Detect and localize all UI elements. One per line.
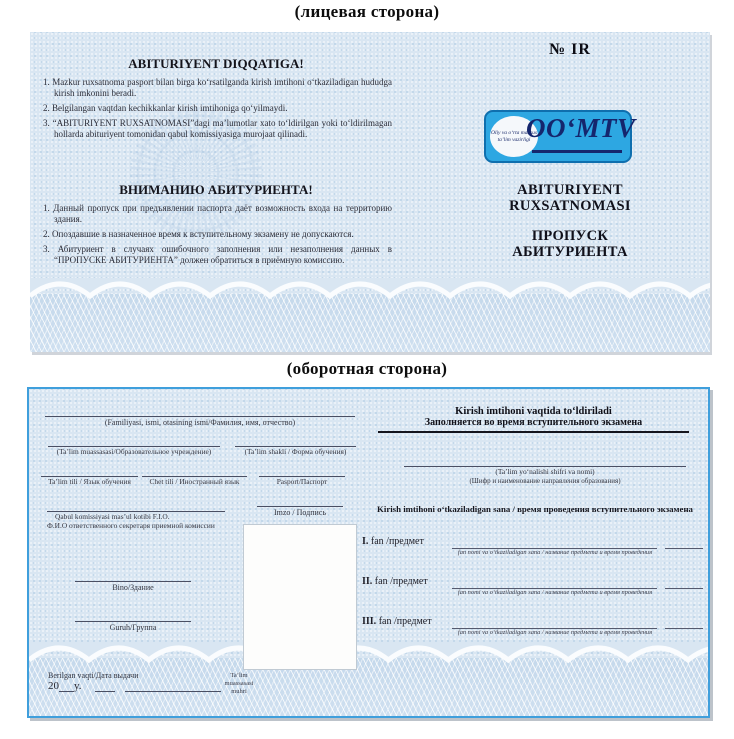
fill-header-uz: Kirish imtihoni vaqtida to‘ldiriladi: [455, 406, 612, 417]
group-line: [75, 621, 191, 622]
pass-title-uz: ABITURIYENT RUXSATNOMASI: [509, 182, 631, 214]
subject-2-caption: fan nomi va o‘tkaziladigan sana / название предмета и время проведения: [457, 589, 653, 596]
building-caption: Bino/Здание: [112, 583, 154, 592]
secretary-caption-ru: Ф.И.О ответственного секретаря приемной комиссии: [47, 520, 215, 530]
issued-year-line: [59, 681, 74, 692]
subject-3-time-line: [665, 628, 703, 629]
ministry-abbr: OO‘MTV: [526, 113, 636, 143]
issued-year-suffix: y.: [74, 680, 82, 692]
group-caption: Guruh/Группа: [109, 623, 157, 632]
issued-short-line: [95, 681, 115, 692]
foreign-lang-caption: Chet tili / Иностранный язык: [149, 477, 240, 486]
notice-ru-1: 1. Данный пропуск при предъявлении паспорта даёт возможность входа на территорию здания.: [43, 202, 392, 224]
group-field: [75, 621, 191, 632]
fio-line: [45, 416, 355, 417]
institution-caption: (Ta’lim muassasasi/Образовательное учреждение): [56, 447, 212, 456]
subject-1-caption: fan nomi va o‘tkaziladigan sana / название предмета и время проведения: [457, 549, 653, 556]
front-side-title: (лицевая сторона): [294, 2, 440, 21]
subject-1-time-line: [665, 548, 703, 549]
pass-front-card: [30, 32, 710, 352]
secretary-caption-uz: Qabul komissiyasi mas’ul kotibi F.I.O.: [55, 512, 170, 521]
direction-field: [404, 466, 686, 485]
subject-2-time-line: [665, 588, 703, 589]
fill-header-ru: Заполняется во время вступительного экзамена: [424, 417, 643, 428]
edu-lang-field: [41, 476, 138, 487]
passport-caption: Pasport/Паспорт: [276, 477, 328, 486]
seal-caption-line1: Ta’lim: [230, 672, 248, 679]
ministry-logo: [484, 110, 636, 163]
notice-ru-2: 2. Опоздавшие в назначенное время к вступительному экзамену не допускаются.: [43, 228, 354, 239]
pass-number: № IR: [549, 41, 591, 58]
ministry-logo-ellipse: Oliy va o‘rta maxsus ta’lim vazirligi: [490, 116, 538, 157]
subject-1-text: fan /предмет: [368, 536, 424, 547]
subject-1-num: I.: [362, 536, 369, 547]
attention-uz-heading: ABITURIYENT DIQQATIGA!: [128, 56, 304, 71]
subject-row-1: [362, 536, 707, 566]
notice-uz-3: 3. “ABITURIYENT RUXSATNOMASI”dagi ma’lumotlar xato to‘ldirilgan yoki to‘ldirilmagan hollarda abituriyent tomonidan qabul komissiyasiga murojaat qilinadi.: [43, 117, 392, 139]
signature-caption: Imzo / Подпись: [273, 508, 327, 517]
pass-title-ru: ПРОПУСК АБИТУРИЕНТА: [512, 228, 628, 260]
guilloche-wave-edge: [30, 278, 710, 308]
passport-field: [259, 476, 345, 487]
institution-field: [48, 446, 220, 457]
issued-date-field: [48, 671, 221, 692]
edu-form-field: [235, 446, 356, 457]
edu-lang-caption: Ta’lim tili / Язык обучения: [48, 477, 131, 486]
seal-caption-line3: muhri: [231, 687, 247, 695]
edu-form-caption: (Ta’lim shakli / Форма обучения): [244, 447, 347, 456]
photo-signature-box: [243, 524, 357, 670]
direction-caption-uz: (Ta’lim yo‘nalishi shifri va nomi): [495, 467, 595, 476]
attention-ru-heading: ВНИМАНИЮ АБИТУРИЕНТА!: [119, 181, 313, 197]
subject-row-2: [362, 576, 707, 606]
subject-3-caption: fan nomi va o‘tkaziladigan sana / название предмета и время проведения: [457, 629, 653, 636]
subject-row-3: [362, 616, 707, 646]
fill-header: [378, 406, 689, 433]
subject-3-num: III.: [362, 616, 377, 627]
issued-caption: Berilgan vaqti/Дата выдачи: [48, 671, 139, 680]
foreign-lang-field: [142, 476, 247, 487]
notice-uz-2: 2. Belgilangan vaqtdan kechikkanlar kirish imtihoniga qo‘yilmaydi.: [43, 102, 288, 113]
back-side-title: (оборотная сторона): [286, 359, 448, 378]
exam-date-header: Kirish imtihoni o‘tkaziladigan sana / время проведения вступительного экзамена: [377, 504, 693, 514]
issued-row: [48, 680, 221, 692]
guilloche-wave-edge-back: [29, 642, 708, 672]
subject-1-label: [362, 536, 424, 547]
seal-caption-line2: muassasasi: [224, 679, 254, 687]
secretary-field: [47, 511, 225, 530]
pass-back-card: [27, 387, 710, 718]
signature-line: [257, 506, 343, 507]
signature-field: [257, 506, 343, 517]
subject-2-text: fan /предмет: [372, 576, 428, 587]
building-field: [75, 581, 191, 592]
front-notices: [40, 56, 392, 270]
subject-2-label: [362, 576, 428, 587]
notice-ru-3: 3. Абитуриент в случаях ошибочного заполнения или незаполнения данных в “ПРОПУСКЕ АБИТУРИЕНТА” должен обратиться в приёмную комиссию.: [43, 243, 392, 265]
subject-2-num: II.: [362, 576, 373, 587]
notice-uz-1: 1. Mazkur ruxsatnoma pasport bilan birga ko‘rsatilganda kirish imtihoni o‘tkaziladigan hududga kirish imkonini beradi.: [43, 77, 392, 98]
subject-3-label: [362, 616, 432, 627]
building-line: [75, 581, 191, 582]
direction-caption-ru: (Шифр и наименование направления образования): [469, 476, 621, 485]
issued-year-prefix: 20: [48, 680, 59, 692]
fio-caption: (Familiyasi, ismi, otasining ismi/Фамилия, имя, отчество): [104, 418, 296, 427]
fio-field: [45, 416, 355, 427]
subject-3-text: fan /предмет: [376, 616, 432, 627]
seal-caption: [207, 672, 271, 695]
logo-underline: [532, 150, 622, 153]
guilloche-band-front: [30, 286, 710, 352]
